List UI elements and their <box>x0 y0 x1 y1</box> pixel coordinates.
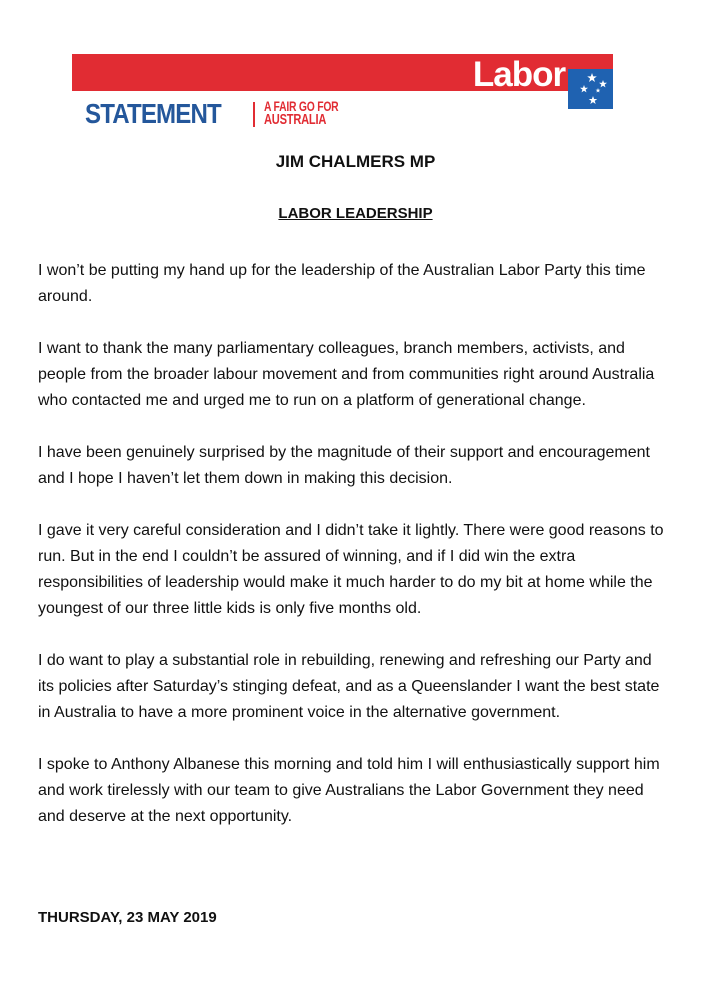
statement-date: THURSDAY, 23 MAY 2019 <box>38 909 217 926</box>
author-name: JIM CHALMERS MP <box>275 152 436 171</box>
paragraph: I want to thank the many parliamentary colleagues, branch members, activists, and people from the broader labour movement and from communities right around Australia who contacted me and urged me to run on a platform of generational change. <box>38 340 655 409</box>
statement-title: LABOR LEADERSHIP <box>278 205 433 222</box>
tagline-line-1: A FAIR GO FOR <box>264 98 339 114</box>
paragraph: I do want to play a substantial role in rebuilding, renewing and refreshing our Party and its policies after Saturday’s stinging defeat, and as a Queenslander I want the best state in Australia to have a more prominent voice in the alternative government. <box>38 652 660 721</box>
southern-cross-flag-icon <box>568 69 613 109</box>
statement-header <box>72 54 613 130</box>
tagline <box>264 100 338 126</box>
paragraph: I won’t be putting my hand up for the leadership of the Australian Labor Party this time around. <box>38 262 646 305</box>
paragraph: I spoke to Anthony Albanese this morning and told him I will enthusiastically support him and work tirelessly with our team to give Australians the Labor Government they need and deserve at the next opportunity. <box>38 756 660 825</box>
labor-logo-text: Labor <box>472 55 566 94</box>
header-divider <box>253 102 255 127</box>
statement-label: STATEMENT <box>85 98 221 129</box>
tagline-line-2: AUSTRALIA <box>264 111 327 128</box>
paragraph: I have been genuinely surprised by the magnitude of their support and encouragement and I hope I haven’t let them down in making this decision. <box>38 444 650 487</box>
statement-body <box>38 258 672 856</box>
paragraph: I gave it very careful consideration and I didn’t take it lightly. There were good reasons to run. But in the end I couldn’t be assured of winning, and if I did win the extra responsibilities of leadership would make it much harder to do my bit at home while the youngest of our three little kids is only five months old. <box>38 522 664 617</box>
